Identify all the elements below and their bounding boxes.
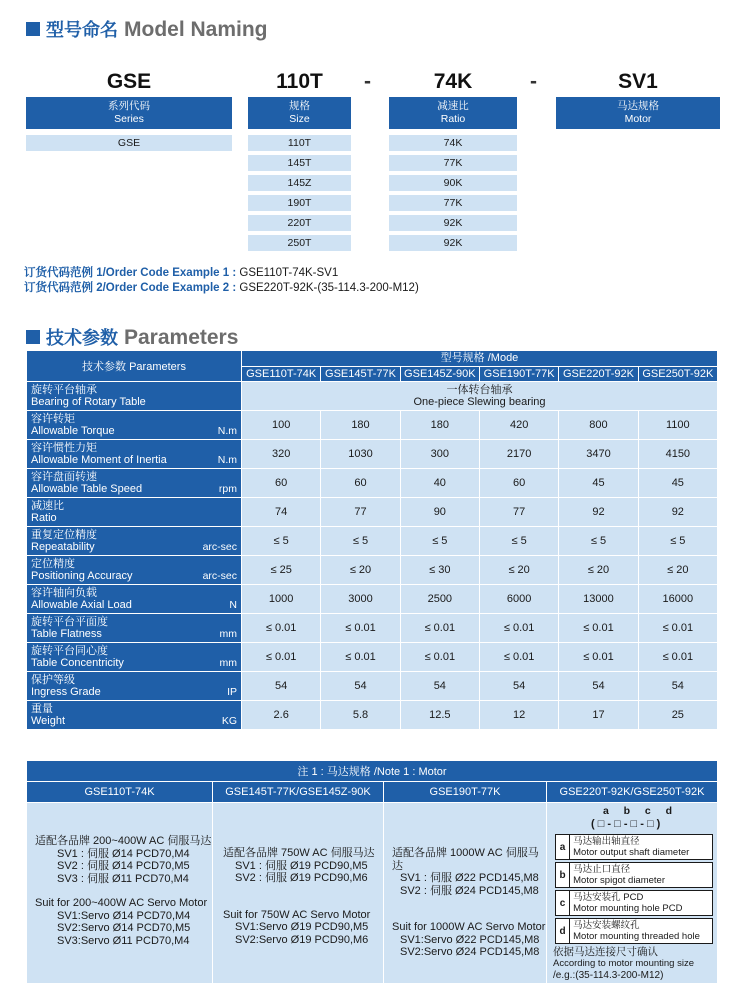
bearing-value: 一体转台轴承 One-piece Slewing bearing bbox=[242, 382, 717, 410]
param-row bbox=[27, 643, 717, 671]
size-option: 190T bbox=[248, 195, 351, 211]
motor-col-header: GSE110T-74K bbox=[27, 782, 212, 802]
dim-pattern: ( □ - □ - □ - □ ) bbox=[591, 818, 661, 830]
header-size: 规格 Size bbox=[248, 97, 351, 129]
param-value: ≤ 20 bbox=[480, 556, 558, 584]
param-unit: rpm bbox=[218, 483, 237, 495]
header-motor: 马达规格 Motor bbox=[556, 97, 720, 129]
model-col-header: GSE220T-92K bbox=[559, 367, 637, 382]
param-value: 3000 bbox=[321, 585, 399, 613]
param-header: 技术参数 Parameters bbox=[27, 351, 241, 381]
param-value: ≤ 0.01 bbox=[321, 614, 399, 642]
size-option: 145T bbox=[248, 155, 351, 171]
size-option: 250T bbox=[248, 235, 351, 251]
param-value: ≤ 5 bbox=[242, 527, 320, 555]
motor-table bbox=[26, 760, 718, 984]
code-dash: - bbox=[364, 70, 371, 93]
param-unit: mm bbox=[219, 628, 237, 640]
param-label-bearing: 旋转平台轴承 Bearing of Rotary Table bbox=[27, 382, 241, 410]
param-value: 92 bbox=[559, 498, 637, 526]
param-value: 1030 bbox=[321, 440, 399, 468]
ratio-option: 90K bbox=[389, 175, 517, 191]
param-value: 2.6 bbox=[242, 701, 320, 729]
model-col-header: GSE250T-92K bbox=[639, 367, 717, 382]
ratio-option: 77K bbox=[389, 195, 517, 211]
param-value: ≤ 5 bbox=[559, 527, 637, 555]
param-value: 12 bbox=[480, 701, 558, 729]
param-value: ≤ 5 bbox=[480, 527, 558, 555]
ratio-option: 92K bbox=[389, 235, 517, 251]
param-value: 300 bbox=[401, 440, 479, 468]
param-label: 重量 Weight KG bbox=[27, 701, 241, 729]
param-value: 4150 bbox=[639, 440, 717, 468]
param-label: 容许惯性力矩 Allowable Moment of Inertia N.m bbox=[27, 440, 241, 468]
section-square-icon bbox=[26, 22, 40, 36]
model-col-header: GSE190T-77K bbox=[480, 367, 558, 382]
param-row bbox=[27, 585, 717, 613]
param-row bbox=[27, 701, 717, 729]
motor-note-title: 注 1 : 马达规格 /Note 1 : Motor bbox=[27, 761, 717, 781]
param-unit: N.m bbox=[217, 454, 237, 466]
param-value: ≤ 5 bbox=[321, 527, 399, 555]
ratio-option: 92K bbox=[389, 215, 517, 231]
param-value: 12.5 bbox=[401, 701, 479, 729]
param-value: ≤ 0.01 bbox=[242, 614, 320, 642]
param-value: 180 bbox=[321, 411, 399, 439]
param-value: ≤ 0.01 bbox=[639, 614, 717, 642]
param-value: 16000 bbox=[639, 585, 717, 613]
param-unit: IP bbox=[227, 686, 237, 698]
param-value: 54 bbox=[242, 672, 320, 700]
parameters-title: 技术参数 Parameters bbox=[26, 324, 238, 350]
param-label: 容许轴向负载 Allowable Axial Load N bbox=[27, 585, 241, 613]
model-col-header: GSE145T-77K bbox=[321, 367, 399, 382]
param-value: ≤ 5 bbox=[639, 527, 717, 555]
motor-col-2: 适配各品牌 750W AC 伺服马达 SV1 : 伺服 Ø19 PCD90,M5 SV2 : 伺服 Ø19 PCD90,M6 Suit for 750W AC Servo Motor SV1:Servo Ø19 PCD90,M5 SV2:Servo Ø19 PCD90,M6 bbox=[213, 803, 383, 983]
parameters-table bbox=[26, 350, 718, 730]
model-col-header: GSE145Z-90K bbox=[401, 367, 479, 382]
param-value: 60 bbox=[321, 469, 399, 497]
param-value: 320 bbox=[242, 440, 320, 468]
size-option: 145Z bbox=[248, 175, 351, 191]
code-size: 110T bbox=[276, 70, 323, 93]
param-value: 54 bbox=[639, 672, 717, 700]
param-value: 2500 bbox=[401, 585, 479, 613]
dim-row: c 马达安装孔 PCD Motor mounting hole PCD bbox=[555, 890, 713, 916]
motor-col-4 bbox=[547, 803, 717, 983]
param-label: 保护等级 Ingress Grade IP bbox=[27, 672, 241, 700]
param-value: ≤ 20 bbox=[559, 556, 637, 584]
param-value: ≤ 0.01 bbox=[559, 614, 637, 642]
param-row bbox=[27, 411, 717, 439]
param-row bbox=[27, 469, 717, 497]
param-value: 74 bbox=[242, 498, 320, 526]
size-option: 220T bbox=[248, 215, 351, 231]
code-motor: SV1 bbox=[618, 70, 658, 93]
param-row bbox=[27, 527, 717, 555]
param-value: ≤ 0.01 bbox=[401, 643, 479, 671]
param-unit: KG bbox=[221, 715, 237, 727]
order-example-1: 订货代码范例 1/Order Code Example 1 : GSE110T-74K-SV1 bbox=[24, 267, 339, 279]
param-value: 100 bbox=[242, 411, 320, 439]
dim-note: 依据马达连接尺寸确认 According to motor mounting size /e.g.:(35-114.3-200-M12) bbox=[553, 946, 694, 981]
param-unit: arc-sec bbox=[202, 570, 237, 582]
param-unit: N.m bbox=[217, 425, 237, 437]
param-value: 25 bbox=[639, 701, 717, 729]
param-value: 2170 bbox=[480, 440, 558, 468]
param-value: 45 bbox=[559, 469, 637, 497]
param-value: 13000 bbox=[559, 585, 637, 613]
param-value: ≤ 20 bbox=[321, 556, 399, 584]
param-unit: arc-sec bbox=[202, 541, 237, 553]
param-value: 60 bbox=[480, 469, 558, 497]
dim-letters: a b c d bbox=[603, 805, 676, 817]
section-square-icon bbox=[26, 330, 40, 344]
param-value: 54 bbox=[321, 672, 399, 700]
param-value: ≤ 0.01 bbox=[559, 643, 637, 671]
param-label: 容许转矩 Allowable Torque N.m bbox=[27, 411, 241, 439]
param-label: 减速比 Ratio bbox=[27, 498, 241, 526]
param-value: 60 bbox=[242, 469, 320, 497]
param-value: 6000 bbox=[480, 585, 558, 613]
motor-col-header: GSE190T-77K bbox=[384, 782, 546, 802]
dim-row: a 马达输出轴直径 Motor output shaft diameter bbox=[555, 834, 713, 860]
param-value: ≤ 30 bbox=[401, 556, 479, 584]
param-value: 1100 bbox=[639, 411, 717, 439]
param-value: 54 bbox=[401, 672, 479, 700]
motor-col-3: 适配各品牌 1000W AC 伺服马达 SV1 : 伺服 Ø22 PCD145,M8 SV2 : 伺服 Ø24 PCD145,M8 Suit for 1000W AC Servo Motor SV1:Servo Ø22 PCD145,M8 SV2:Servo Ø24 PCD145,M8 bbox=[384, 803, 546, 983]
size-option: 110T bbox=[248, 135, 351, 151]
model-header: 型号规格 /Mode bbox=[242, 351, 717, 366]
param-unit: mm bbox=[219, 657, 237, 669]
order-example-2: 订货代码范例 2/Order Code Example 2 : GSE220T-92K-(35-114.3-200-M12) bbox=[24, 282, 419, 294]
param-value: ≤ 0.01 bbox=[639, 643, 717, 671]
param-value: ≤ 25 bbox=[242, 556, 320, 584]
code-dash: - bbox=[530, 70, 537, 93]
param-value: 17 bbox=[559, 701, 637, 729]
ratio-option: 74K bbox=[389, 135, 517, 151]
param-value: 5.8 bbox=[321, 701, 399, 729]
param-value: 420 bbox=[480, 411, 558, 439]
param-value: ≤ 0.01 bbox=[321, 643, 399, 671]
param-row bbox=[27, 614, 717, 642]
ratio-option: 77K bbox=[389, 155, 517, 171]
param-label: 旋转平台平面度 Table Flatness mm bbox=[27, 614, 241, 642]
header-ratio: 减速比 Ratio bbox=[389, 97, 517, 129]
param-value: 92 bbox=[639, 498, 717, 526]
param-row bbox=[27, 498, 717, 526]
model-col-header: GSE110T-74K bbox=[242, 367, 320, 382]
param-value: 90 bbox=[401, 498, 479, 526]
dim-row: d 马达安装螺纹孔 Motor mounting threaded hole bbox=[555, 918, 713, 944]
param-value: 77 bbox=[321, 498, 399, 526]
code-series: GSE bbox=[106, 70, 152, 93]
param-value: 45 bbox=[639, 469, 717, 497]
model-naming-title: 型号命名 Model Naming bbox=[26, 16, 268, 42]
param-label: 定位精度 Positioning Accuracy arc-sec bbox=[27, 556, 241, 584]
series-option: GSE bbox=[26, 135, 232, 151]
param-value: 54 bbox=[480, 672, 558, 700]
param-label: 容许盘面转速 Allowable Table Speed rpm bbox=[27, 469, 241, 497]
param-value: 54 bbox=[559, 672, 637, 700]
motor-col-header: GSE145T-77K/GSE145Z-90K bbox=[213, 782, 383, 802]
param-label: 旋转平台同心度 Table Concentricity mm bbox=[27, 643, 241, 671]
param-row bbox=[27, 440, 717, 468]
code-ratio: 74K bbox=[433, 70, 473, 93]
param-value: 40 bbox=[401, 469, 479, 497]
param-value: 800 bbox=[559, 411, 637, 439]
param-value: 1000 bbox=[242, 585, 320, 613]
param-value: 3470 bbox=[559, 440, 637, 468]
param-value: 77 bbox=[480, 498, 558, 526]
motor-col-header: GSE220T-92K/GSE250T-92K bbox=[547, 782, 717, 802]
param-value: ≤ 0.01 bbox=[401, 614, 479, 642]
param-label: 重复定位精度 Repeatability arc-sec bbox=[27, 527, 241, 555]
param-row bbox=[27, 556, 717, 584]
dim-row: b 马达止口直径 Motor spigot diameter bbox=[555, 862, 713, 888]
param-value: ≤ 0.01 bbox=[242, 643, 320, 671]
param-value: ≤ 0.01 bbox=[480, 614, 558, 642]
param-unit: N bbox=[229, 599, 237, 611]
param-row bbox=[27, 672, 717, 700]
param-value: 180 bbox=[401, 411, 479, 439]
motor-col-1: 适配各品牌 200~400W AC 伺服马达 SV1 : 伺服 Ø14 PCD70,M4 SV2 : 伺服 Ø14 PCD70,M5 SV3 : 伺服 Ø11 PCD70,M4 Suit for 200~400W AC Servo Motor SV1:Servo Ø14 PCD70,M4 SV2:Servo Ø14 PCD70,M5 SV3:Servo Ø11 PCD70,M4 bbox=[27, 803, 212, 983]
param-value: ≤ 0.01 bbox=[480, 643, 558, 671]
param-value: ≤ 5 bbox=[401, 527, 479, 555]
header-series: 系列代码 Series bbox=[26, 97, 232, 129]
param-value: ≤ 20 bbox=[639, 556, 717, 584]
